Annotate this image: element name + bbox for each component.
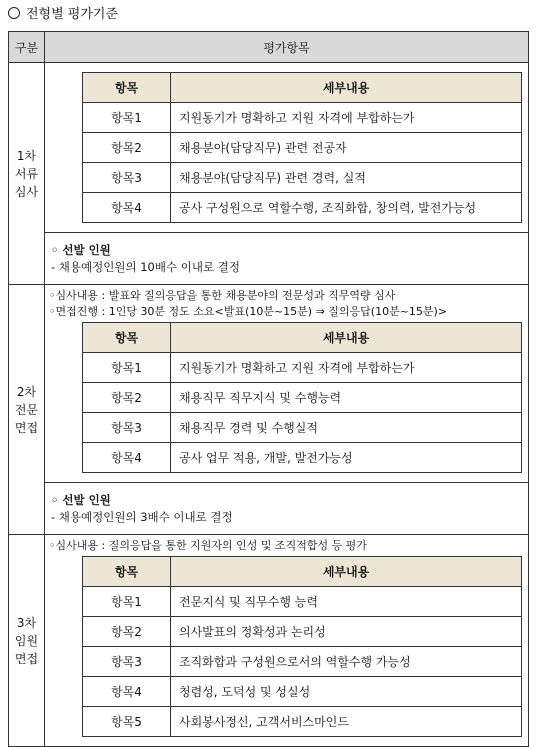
stage-label-line: 심사 [14, 184, 39, 199]
stage-content-1 [45, 63, 529, 285]
detail-cell: 의사발표의 정확성과 논리성 [171, 617, 522, 647]
inner-header-item: 항목 [83, 557, 171, 587]
selection-note-2 [45, 482, 528, 534]
stage-label-line: 전문 [14, 402, 39, 417]
table-row [83, 647, 522, 677]
page-title-text: 전형별 평가기준 [26, 7, 119, 22]
table-row [83, 383, 522, 413]
stage-row-3 [9, 535, 529, 747]
detail-cell: 공사 업무 적용, 개발, 발전가능성 [171, 443, 522, 473]
inner-header-item: 항목 [83, 73, 171, 103]
table-row [83, 707, 522, 737]
inner-header-row [83, 323, 522, 353]
stage-label-line: 면접 [14, 651, 39, 666]
circle-bullet-icon [8, 7, 20, 19]
note-line: ◦심사내용 : 발표와 질의응답을 통한 채용분야의 전문성과 직무역량 심사 [49, 289, 396, 302]
stage-label-line: 2차 [16, 384, 37, 399]
table-row [83, 193, 522, 223]
item-cell: 항목3 [83, 647, 171, 677]
inner-header-item: 항목 [83, 323, 171, 353]
note-line: ◦면접진행 : 1인당 30분 정도 소요<발표(10분~15분) ⇒ 질의응답(10분~15분)> [49, 305, 448, 318]
detail-cell: 사회봉사정신, 고객서비스마인드 [171, 707, 522, 737]
selection-title: ◦ 선발 인원 [51, 243, 111, 257]
header-category: 구분 [9, 32, 45, 63]
stage-label-line: 1차 [16, 148, 37, 163]
stage-label-line: 면접 [14, 420, 39, 435]
detail-cell: 청렴성, 도덕성 및 성실성 [171, 677, 522, 707]
item-cell: 항목5 [83, 707, 171, 737]
item-cell: 항목1 [83, 103, 171, 133]
header-evaluation-items: 평가항목 [45, 32, 529, 63]
inner-header-detail: 세부내용 [171, 557, 522, 587]
selection-title: ◦ 선발 인원 [51, 493, 111, 507]
item-cell: 항목3 [83, 413, 171, 443]
inner-header-detail: 세부내용 [171, 323, 522, 353]
item-cell: 항목3 [83, 163, 171, 193]
header-row [9, 32, 529, 63]
detail-cell: 전문지식 및 직무수행 능력 [171, 587, 522, 617]
detail-cell: 채용분야(담당직무) 관련 전공자 [171, 133, 522, 163]
stage-label-1 [9, 63, 45, 285]
stage-label-line: 임원 [14, 633, 39, 648]
stage-notes-2 [45, 285, 528, 322]
detail-cell: 지원동기가 명확하고 지원 자격에 부합하는가 [171, 103, 522, 133]
table-row [83, 617, 522, 647]
item-cell: 항목1 [83, 353, 171, 383]
evaluation-criteria-table [8, 31, 529, 747]
item-cell: 항목1 [83, 587, 171, 617]
table-row [83, 443, 522, 473]
selection-text: - 채용예정인원의 10배수 이내로 결정 [51, 260, 240, 274]
inner-header-row [83, 557, 522, 587]
table-row [83, 413, 522, 443]
note-line: ◦심사내용 : 질의응답을 통한 지원자의 인성 및 조직적합성 등 평가 [49, 539, 367, 552]
stage-label-line: 서류 [14, 166, 39, 181]
item-cell: 항목2 [83, 133, 171, 163]
detail-cell: 채용직무 직무지식 및 수행능력 [171, 383, 522, 413]
table-row [83, 103, 522, 133]
stage-notes-3 [45, 535, 528, 556]
stage-label-3 [9, 535, 45, 747]
detail-cell: 조직화합과 구성원으로서의 역할수행 가능성 [171, 647, 522, 677]
detail-cell: 채용직무 경력 및 수행실적 [171, 413, 522, 443]
selection-text: - 채용예정인원의 3배수 이내로 결정 [51, 510, 233, 524]
table-row [83, 587, 522, 617]
stage-label-2 [9, 285, 45, 535]
detail-cell: 공사 구성원으로 역할수행, 조직화합, 창의력, 발전가능성 [171, 193, 522, 223]
page-title [8, 4, 118, 26]
criteria-table-3 [82, 556, 522, 737]
item-cell: 항목4 [83, 443, 171, 473]
criteria-table-2 [82, 322, 522, 473]
item-cell: 항목2 [83, 383, 171, 413]
detail-cell: 채용분야(담당직무) 관련 경력, 실적 [171, 163, 522, 193]
table-row [83, 353, 522, 383]
table-row [83, 677, 522, 707]
item-cell: 항목4 [83, 677, 171, 707]
stage-content-2 [45, 285, 529, 535]
inner-header-row [83, 73, 522, 103]
stage-row-1 [9, 63, 529, 285]
item-cell: 항목4 [83, 193, 171, 223]
stage-label-line: 3차 [16, 615, 37, 630]
table-row [83, 133, 522, 163]
inner-header-detail: 세부내용 [171, 73, 522, 103]
table-row [83, 163, 522, 193]
stage-content-3 [45, 535, 529, 747]
stage-row-2 [9, 285, 529, 535]
item-cell: 항목2 [83, 617, 171, 647]
detail-cell: 지원동기가 명확하고 지원 자격에 부합하는가 [171, 353, 522, 383]
criteria-table-1 [82, 72, 522, 223]
selection-note-1 [45, 232, 528, 284]
